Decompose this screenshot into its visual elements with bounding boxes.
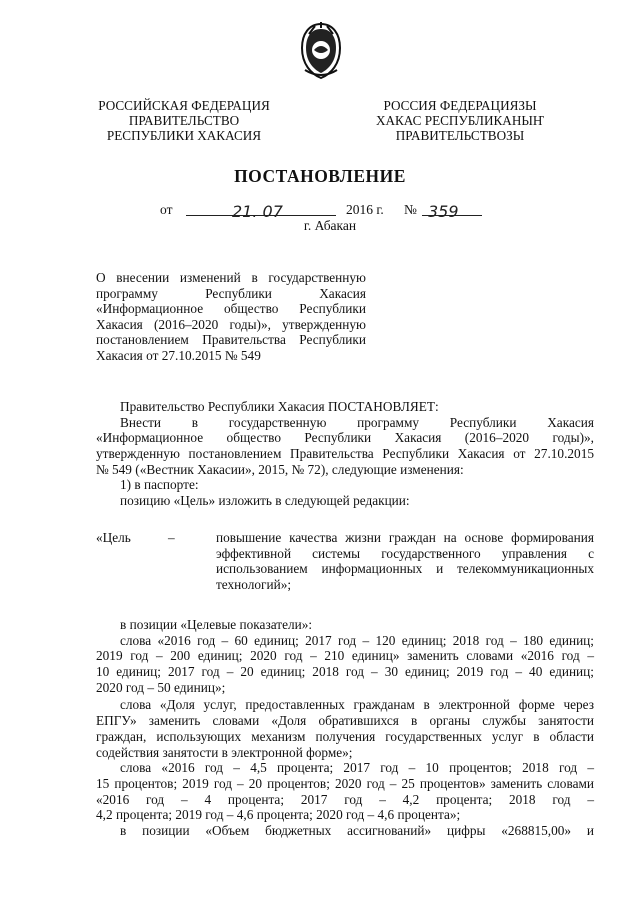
body-line: «Информационное общество Республики Хакасия (2016–2020 годы)», xyxy=(96,430,594,446)
body-line: Внести в государственную программу Республики Хакасия xyxy=(120,414,594,430)
body-line: 1) в паспорте: xyxy=(120,477,199,493)
number-sign: № xyxy=(404,202,417,217)
date-year: 2016 г. xyxy=(346,202,384,217)
body-line: 2020 год – 50 единиц»; xyxy=(96,679,226,695)
body-line: 4,2 процента; 2019 год – 4,6 процента; 2020 год – 4,6 процента»; xyxy=(96,807,461,823)
body-line: Правительство Республики Хакасия ПОСТАНОВЛЯЕТ: xyxy=(120,399,439,414)
city: г. Абакан xyxy=(303,218,357,233)
body-line: в позиции «Объем бюджетных ассигнований» цифры «268815,00» и xyxy=(120,822,594,838)
body-line: № 549 («Вестник Хакасии», 2015, № 72), следующие изменения: xyxy=(96,461,464,477)
header-right-khakas xyxy=(362,98,558,143)
header-right-line: РОССИЯ ФЕДЕРАЦИЯЗЫ xyxy=(383,98,537,113)
goal-dash: – xyxy=(168,530,175,545)
body-line: позицию «Цель» изложить в следующей редакции: xyxy=(120,493,410,509)
header-left-line: РЕСПУБЛИКИ ХАКАСИЯ xyxy=(106,128,262,143)
body-line: слова «Доля услуг, предоставленных гражданам в электронной форме через xyxy=(120,697,594,713)
subject-line: Хакасия (2016–2020 годы)», утвержденную xyxy=(96,316,366,332)
body-changes xyxy=(96,617,594,839)
header-left-line: ПРАВИТЕЛЬСТВО xyxy=(128,113,240,128)
goal-label: «Цель xyxy=(96,530,131,545)
body-line: в позиции «Целевые показатели»: xyxy=(120,617,313,632)
subject-line: постановлением Правительства Республики xyxy=(96,332,366,348)
document-subject xyxy=(96,270,366,364)
goal-line: повышение качества жизни граждан на основе формирования xyxy=(216,530,594,545)
date-prefix: от xyxy=(160,202,173,217)
body-line: 2019 год – 200 единиц; 2020 год – 210 единиц» заменить словами «2016 год – xyxy=(96,648,594,664)
body-line: 15 процентов; 2019 год – 20 процентов; 2020 год – 25 процентов» заменить словами xyxy=(96,775,594,791)
coat-of-arms-emblem xyxy=(295,20,347,82)
body-line: утвержденную постановлением Правительства Республики Хакасия от 27.10.2015 xyxy=(96,446,594,462)
goal-line: эффективной системы государственного управления с xyxy=(216,545,594,561)
document-title: ПОСТАНОВЛЕНИЕ xyxy=(234,166,406,186)
handwritten-number: 359 xyxy=(428,202,459,221)
header-right-line: ПРАВИТЕЛЬСТВОЗЫ xyxy=(395,128,525,143)
header-left-russian xyxy=(86,98,282,143)
body-intro xyxy=(96,399,594,509)
header-left-line: РОССИЙСКАЯ ФЕДЕРАЦИЯ xyxy=(98,98,270,113)
subject-line: «Информационное общество Республики xyxy=(96,301,366,317)
subject-line: Хакасия от 27.10.2015 № 549 xyxy=(96,347,261,363)
body-line: «2016 год – 4 процента; 2017 год – 4,2 процента; 2018 год – xyxy=(96,791,594,807)
goal-text xyxy=(216,530,594,593)
body-line: содействия занятости в электронной форме»; xyxy=(96,744,353,760)
body-line: слова «2016 год – 60 единиц; 2017 год – 120 единиц; 2018 год – 180 единиц; xyxy=(120,632,594,648)
body-line: 10 единиц; 2017 год – 20 единиц; 2018 год – 30 единиц; 2019 год – 40 единиц; xyxy=(96,664,594,680)
body-line: ЕПГУ» заменить словами «Доля обратившихся в органы службы занятости xyxy=(96,713,594,729)
subject-line: программу Республики Хакасия xyxy=(96,285,366,301)
header-right-line: ХАКАС РЕСПУБЛИКАНЫҤ xyxy=(375,113,545,128)
handwritten-date: 21. 07 xyxy=(232,202,283,221)
date-number-line xyxy=(160,200,490,220)
body-line: граждан, использующих механизм получения государственных услуг в области xyxy=(96,728,594,744)
goal-line: технологий»; xyxy=(216,577,292,593)
goal-line: использованием информационных и телекоммуникационных xyxy=(216,561,594,577)
subject-line: О внесении изменений в государственную xyxy=(96,270,366,285)
body-line: слова «2016 год – 4,5 процента; 2017 год – 10 процентов; 2018 год – xyxy=(120,760,594,776)
